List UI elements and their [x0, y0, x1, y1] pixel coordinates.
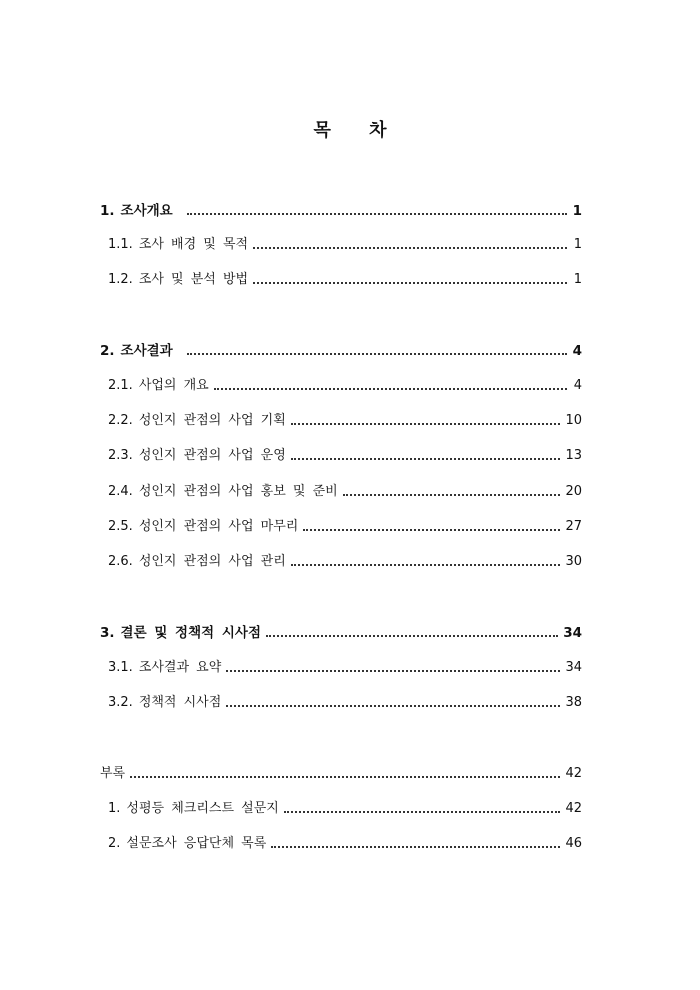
- toc-item-label: 2.6. 성인지 관점의 사업 관리: [108, 554, 286, 569]
- toc-section-2[interactable]: [100, 338, 582, 360]
- toc-appendix-item-2[interactable]: [100, 831, 582, 853]
- toc-section-3[interactable]: [100, 620, 582, 642]
- dot-leader: [214, 388, 567, 390]
- toc-item-label: 2.3. 성인지 관점의 사업 운영: [108, 448, 286, 463]
- toc-page-number: 34: [565, 660, 582, 675]
- dot-leader: [130, 776, 560, 778]
- toc-page-number: 27: [565, 519, 582, 534]
- toc-item-2-5[interactable]: [100, 514, 582, 536]
- toc-page-number: 13: [565, 448, 582, 463]
- toc-title: 목 차: [313, 120, 403, 141]
- toc-item-label: 2.1. 사업의 개요: [108, 378, 209, 393]
- toc-page-number: 1: [572, 203, 582, 219]
- toc-section-label: 3. 결론 및 정책적 시사점: [100, 625, 261, 641]
- toc-section-label: 2. 조사결과: [100, 343, 173, 359]
- toc-appendix-label: 부록: [100, 766, 126, 781]
- toc-page-number: 4: [572, 343, 582, 359]
- toc-item-2-6[interactable]: [100, 549, 582, 571]
- toc-page-number: 38: [565, 695, 582, 710]
- dot-leader: [303, 529, 560, 531]
- dot-leader: [187, 353, 567, 355]
- dot-leader: [226, 670, 560, 672]
- toc-section-label: 1. 조사개요: [100, 203, 173, 219]
- toc-page-number: 20: [565, 484, 582, 499]
- dot-leader: [266, 635, 558, 637]
- toc-item-2-2[interactable]: [100, 408, 582, 430]
- toc-item-label: 2.2. 성인지 관점의 사업 기획: [108, 413, 286, 428]
- toc-page-number: 42: [565, 766, 582, 781]
- toc-item-1-2[interactable]: [100, 267, 582, 289]
- toc-item-2-1[interactable]: [100, 373, 582, 395]
- toc-page-number: 1: [573, 237, 582, 252]
- toc-section-1[interactable]: [100, 198, 582, 220]
- toc-appendix[interactable]: [100, 761, 582, 783]
- toc-page-number: 30: [565, 554, 582, 569]
- toc-item-label: 1.1. 조사 배경 및 목적: [108, 237, 249, 252]
- toc-item-label: 1.2. 조사 및 분석 방법: [108, 272, 249, 287]
- toc-item-label: 1. 성평등 체크리스트 설문지: [108, 801, 279, 816]
- toc-page-number: 1: [573, 272, 582, 287]
- toc-item-3-1[interactable]: [100, 655, 582, 677]
- dot-leader: [291, 458, 561, 460]
- dot-leader: [271, 846, 560, 848]
- toc-item-2-3[interactable]: [100, 443, 582, 465]
- dot-leader: [253, 247, 567, 249]
- dot-leader: [226, 705, 560, 707]
- dot-leader: [284, 811, 561, 813]
- dot-leader: [291, 423, 561, 425]
- toc-page-number: 34: [563, 625, 582, 641]
- toc-page-number: 42: [565, 801, 582, 816]
- toc-item-3-2[interactable]: [100, 690, 582, 712]
- toc-item-1-1[interactable]: [100, 232, 582, 254]
- toc-item-label: 2.4. 성인지 관점의 사업 홍보 및 준비: [108, 484, 338, 499]
- dot-leader: [187, 213, 567, 215]
- toc-page-number: 4: [573, 378, 582, 393]
- toc-page-number: 10: [565, 413, 582, 428]
- toc-item-label: 2. 설문조사 응답단체 목록: [108, 836, 267, 851]
- toc-item-label: 2.5. 성인지 관점의 사업 마무리: [108, 519, 299, 534]
- dot-leader: [291, 564, 561, 566]
- dot-leader: [343, 494, 561, 496]
- dot-leader: [253, 282, 567, 284]
- toc-item-label: 3.1. 조사결과 요약: [108, 660, 222, 675]
- toc-item-2-4[interactable]: [100, 479, 582, 501]
- toc-page-number: 46: [565, 836, 582, 851]
- toc-appendix-item-1[interactable]: [100, 796, 582, 818]
- toc-item-label: 3.2. 정책적 시사점: [108, 695, 222, 710]
